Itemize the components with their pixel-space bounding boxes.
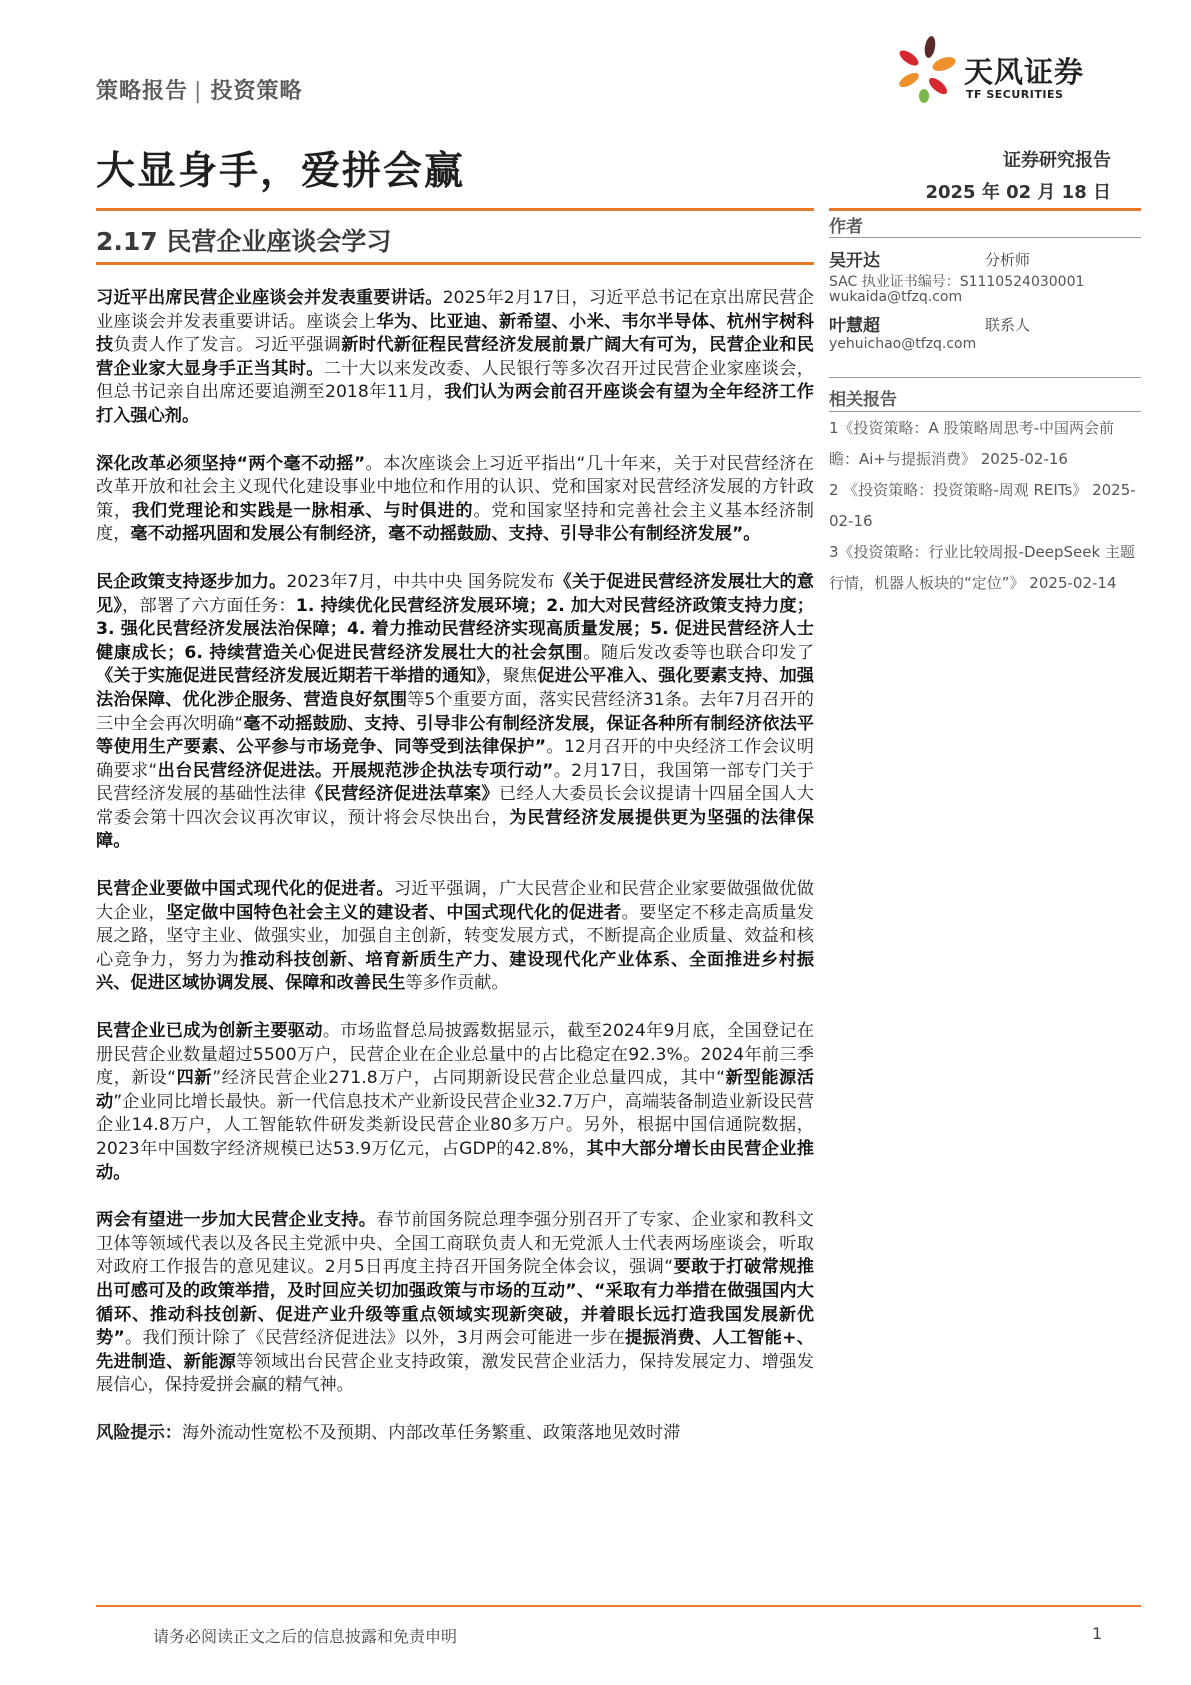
emphasis-text: 习近平出席民营企业座谈会并发表重要讲话。 (96, 288, 443, 308)
subtitle-divider (96, 262, 814, 265)
emphasis-text: 其中大部分增长由民营企业推动。 (96, 1139, 814, 1183)
emphasis-text: 1. 持续优化民营经济发展环境；2. 加大对民营经济政策支持力度；3. 强化民营经济发展法治保障；4. 着力推动民营经济实现高质量发展；5. 促进民营经济人士健康成长；6. 持续营造关心促进民营经济发展壮大的社会氛围 (96, 595, 814, 663)
paragraph-text: 等多作贡献。 (405, 973, 509, 994)
risk-text: 海外流动性宽松不及预期、内部改革任务繁重、政策落地见效时滞 (181, 1422, 681, 1443)
author-email[interactable]: yehuichao@tfzq.com (829, 336, 977, 352)
emphasis-text: 新时代新征程民营经济发展前景广阔大有可为，民营企业和民营企业家大显身手正当其时。 (96, 335, 814, 379)
related-heading-divider (829, 411, 1141, 412)
emphasis-text: 出台民营经济促进法。开展规范涉企执法专项行动” (157, 760, 554, 781)
paragraph (96, 571, 814, 854)
paragraph-text: ”企业同比增长最快。新一代信息技术产业新设民营企业32.7万户，高端装备制造业新设民营企业14.8万户，人工智能软件研发类新设民营企业80多万户。另外，根据中国信通院数据，2023年中国数字经济规模已达53.9万亿元，占GDP的42.8%， (96, 1091, 814, 1159)
paragraph-text: ”经济民营企业271.8万户，占同期新设民营企业总量四成，其中“ (212, 1068, 726, 1089)
emphasis-text: 坚定做中国特色社会主义的建设者、中国式现代化的促进者 (166, 902, 622, 923)
paragraph-text: ，聚焦 (485, 666, 538, 687)
emphasis-text: 促进公平准入、强化要素支持、加强法治保障、优化涉企服务、营造良好氛围 (96, 666, 814, 710)
related-top-divider (829, 377, 1141, 378)
paragraph-text: 。12月召开的中央经济工作会议明确要求“ (96, 737, 814, 781)
emphasis-text: 深化改革必须坚持“两个毫不动摇” (96, 453, 366, 474)
logo-english-name: TF SECURITIES (966, 88, 1064, 101)
emphasis-text: 民营企业已成为创新主要驱动 (96, 1021, 323, 1042)
paragraph-text: 二十大以来发改委、人民银行等多次召开过民营企业家座谈会，但总书记亲自出席还要追溯至2018年11月， (96, 358, 814, 403)
footer-disclaimer: 请务必阅读正文之后的信息披露和免责申明 (153, 1627, 458, 1646)
related-reports-heading: 相关报告 (829, 390, 897, 410)
emphasis-text: 《民营经济促进法草案》 (306, 784, 499, 805)
report-date: 2025 年 02 月 18 日 (925, 182, 1111, 203)
paragraph-text: 已经人大委员长会议提请十四届全国人大常委会第十四次会议再次审议，预计将会尽快出台， (96, 784, 814, 828)
emphasis-text: 毫不动摇鼓励、支持、引导非公有制经济发展，保证各种所有制经济依法平等使用生产要素、公平参与市场竞争、同等受到法律保护” (96, 713, 814, 758)
footer-divider (96, 1605, 1141, 1607)
page-number: 1 (1092, 1624, 1103, 1643)
document-type: 证券研究报告 (1003, 150, 1111, 171)
author-name: 叶慧超 (829, 316, 880, 336)
emphasis-text: 为民营经济发展提供更为坚强的法律保障。 (96, 807, 814, 852)
paragraph (96, 453, 814, 547)
emphasis-text: 推动科技创新、培育新质生产力、建设现代化产业体系、全面推进乡村振兴、促进区域协调发展、保障和改善民生 (96, 949, 814, 994)
logo-mark-icon (886, 34, 962, 104)
title-divider (96, 208, 814, 211)
paragraph-text: 。要坚定不移走高质量发展之路，坚守主业、做强实业，加强自主创新，转变发展方式，不断提高企业质量、效益和核心竞争力，努力为 (96, 902, 814, 970)
emphasis-text: 四新 (176, 1068, 213, 1089)
report-subcategory-label: 投资策略 (210, 79, 303, 104)
paragraph-text: ，部署了六方面任务： (122, 595, 296, 616)
emphasis-text: 我们认为两会前召开座谈会有望为全年经济工作打入强心剂。 (96, 382, 814, 426)
emphasis-text: 民企政策支持逐步加力。 (96, 571, 287, 592)
emphasis-text: 新型能源活动 (96, 1068, 814, 1112)
sidebar-top-divider (829, 208, 1141, 211)
related-reports-list (829, 413, 1141, 599)
author-email[interactable]: wukaida@tfzq.com (829, 289, 963, 305)
emphasis-text: 要敢于打破常规推出可感可及的政策举措，及时回应关切加强政策与市场的互动”、“采取有力举措在做强国内大循环、推动科技创新、促进产业升级等重点领域实现新突破，并着眼长远打造我国发展新优势” (96, 1257, 814, 1349)
report-category (96, 74, 302, 105)
emphasis-text: 《关于实施促进民营经济发展近期若干举措的通知》 (96, 666, 486, 687)
paragraph-text: 。随后发改委等也联合印发了 (583, 642, 814, 663)
paragraph-text: 。我们预计除了《民营经济促进法》以外，3月两会可能进一步在 (124, 1328, 626, 1349)
emphasis-text: 华为、比亚迪、新希望、小米、韦尔半导体、杭州宇树科技 (96, 311, 814, 356)
author-heading-divider (829, 237, 1141, 238)
author-role: 分析师 (985, 251, 1031, 269)
emphasis-text: 民营企业要做中国式现代化的促进者。 (96, 879, 394, 900)
paragraph-text: 。本次座谈会上习近平指出“几十年来，关于对民营经济在改革开放和社会主义现代化建设事业中地位和作用的认识、党和国家对民营经济发展的方针政策， (96, 453, 814, 521)
paragraph (96, 1209, 814, 1398)
paragraph-text: 2025年2月17日，习近平总书记在京出席民营企业座谈会并发表重要讲话。座谈会上 (96, 288, 814, 332)
author-role: 联系人 (985, 316, 1031, 334)
paragraph (96, 1020, 814, 1185)
author-cert: SAC 执业证书编号：S1110524030001 (829, 274, 1085, 290)
emphasis-text: 《关于促进民营经济发展壮大的意见》 (96, 571, 814, 616)
paragraph-text: 习近平强调，广大民营企业和民营企业家要做强做优做大企业， (96, 879, 814, 923)
paragraph-text: 2023年7月，中共中央 国务院发布 (286, 571, 555, 592)
paragraph-text: 。市场监督总局披露数据显示，截至2024年9月底，全国登记在册民营企业数量超过5500万户，民营企业在企业总量中的占比稳定在92.3%。2024年前三季度，新设“ (96, 1021, 814, 1089)
paragraph-text: 春节前国务院总理李强分别召开了专家、企业家和教科文卫体等领域代表以及各民主党派中央、全国工商联负责人和无党派人士代表两场座谈会，听取对政府工作报告的意见建议。2月5日再度主持召开国务院全体会议，强调“ (96, 1210, 814, 1278)
logo-chinese-name: 天风证券 (964, 55, 1085, 89)
emphasis-text: 两会有望进一步加大民营企业支持。 (96, 1210, 377, 1231)
related-report-item[interactable]: 3《投资策略：行业比较周报-DeepSeek 主题行情，机器人板块的“定位”》 2025-02-14 (829, 543, 1135, 592)
body-text (96, 287, 814, 1446)
paragraph-text: 负责人作了发言。习近平强调 (113, 335, 342, 356)
risk-warning (96, 1422, 814, 1446)
related-report-item[interactable]: 1《投资策略：A 股策略周思考-中国两会前瞻：Ai+与提振消费》 2025-02-16 (829, 419, 1114, 468)
report-category-label: 策略报告 (96, 79, 189, 104)
report-subtitle: 2.17 民营企业座谈会学习 (96, 227, 392, 256)
risk-label: 风险提示： (96, 1422, 182, 1443)
paragraph-text: 等领域出台民营企业支持政策，激发民营企业活力，保持发展定力、增强发展信心，保持爱拼会赢的精气神。 (96, 1351, 814, 1396)
paragraph (96, 878, 814, 996)
category-separator: | (194, 79, 203, 104)
company-logo (886, 34, 1096, 104)
author-heading: 作者 (829, 217, 863, 237)
paragraph (96, 287, 814, 429)
emphasis-text: 我们党理论和实践是一脉相承、与时俱进的 (131, 500, 474, 521)
paragraph-text: 。2月17日，我国第一部专门关于民营经济发展的基础性法律 (96, 760, 814, 805)
paragraph-text: 。党和国家坚持和完善社会主义基本经济制度， (96, 500, 814, 545)
report-title: 大显身手，爱拼会赢 (96, 149, 466, 194)
related-report-item[interactable]: 2 《投资策略：投资策略-周观 REITs》 2025-02-16 (829, 481, 1136, 530)
paragraph-text: 等5个重要方面，落实民营经济31条。去年7月召开的三中全会再次明确“ (96, 689, 814, 734)
author-name: 吴开达 (829, 251, 880, 271)
emphasis-text: 提振消费、人工智能+、先进制造、新能源 (96, 1328, 814, 1372)
emphasis-text: 毫不动摇巩固和发展公有制经济，毫不动摇鼓励、支持、引导非公有制经济发展”。 (130, 524, 761, 545)
